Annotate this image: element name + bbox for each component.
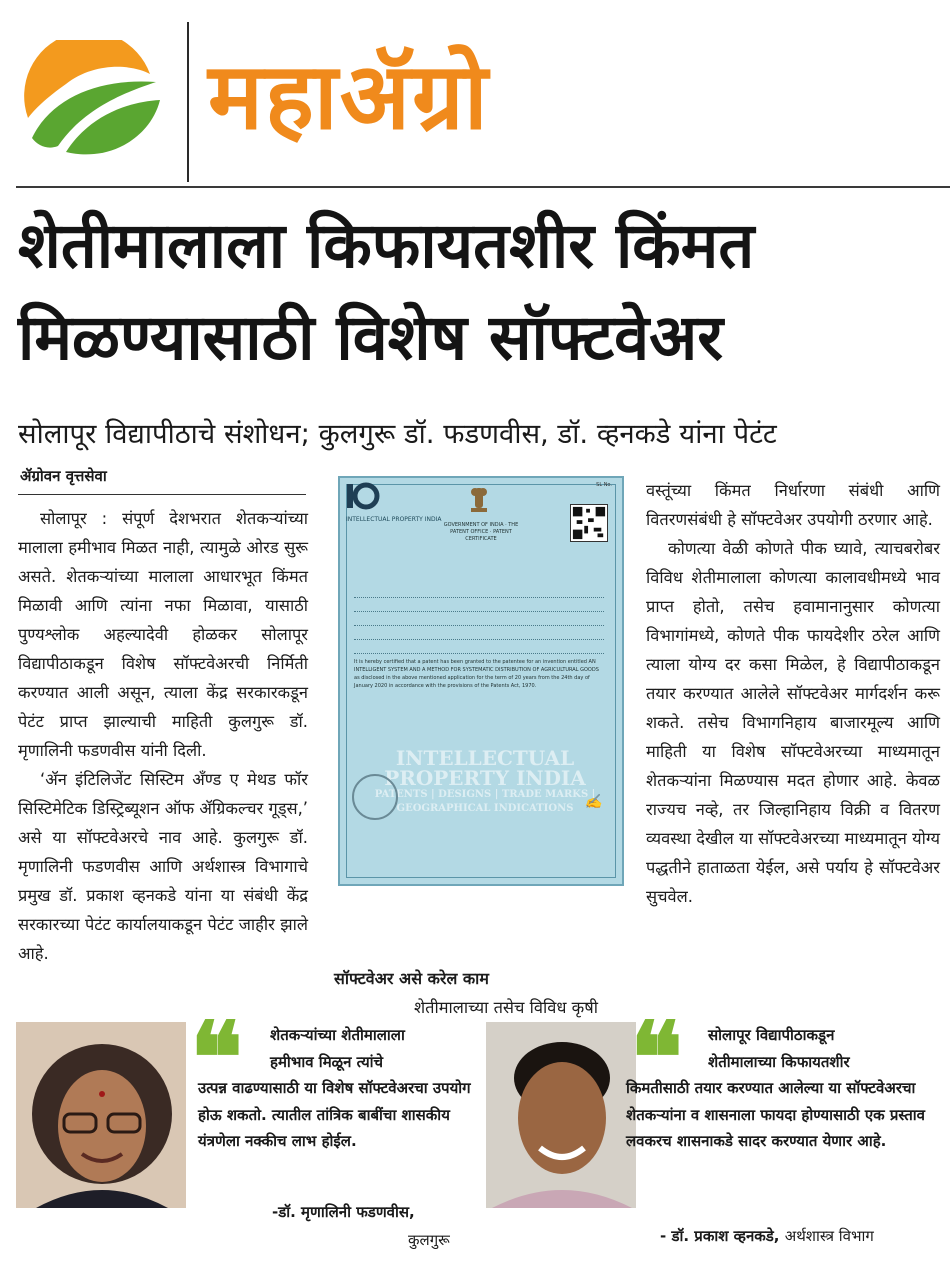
paragraph: शेतीमालाच्या तसेच विविध कृषी: [414, 998, 598, 1017]
masthead-rule: [16, 186, 950, 188]
quote-author-line: [660, 1224, 874, 1248]
byline: ॲग्रोवन वृत्तसेवा: [20, 467, 107, 485]
paragraph: कोणत्या वेळी कोणते पीक घ्यावे, त्याचबरोबर विविध शेतीमालाला कोणत्या कालावधीमध्ये भाव प्राप्त होतो, तसेच हवामानानुसार कोणत्या विभागांमध्ये, कोणते पीक फायदेशीर ठरेल आणि त्याला योग्य दर कसा मिळेल, हे विद्यापीठाकडून तयार करण्यात आलेले सॉफ्टवेअर मार्गदर्शन करू शकते. तसेच विभागनिहाय बाजारमूल्य आणि माहिती या विशेष सॉफ्टवेअरच्या माध्यमातून शेतकऱ्यांना मिळण्यास मदत होणार आहे. केवळ राज्यच नव्हे, तर जिल्हानिहाय विक्री व वितरण व्यवस्था देखील या सॉफ्टवेअरच्या माध्यमातून योग्य पद्धतीने हाताळता येईल, असे पर्याय हे सॉफ्टवेअर सुचवेल.: [646, 539, 940, 906]
quote-text: किमतीसाठी तयार करण्यात आलेल्या या सॉफ्टवेअरचा शेतकऱ्यांना व शासनाला फायदा होण्यासाठी एक प्रस्ताव लवकरच शासनाकडे सादर करण्यात येणार आहे.: [626, 1079, 926, 1150]
patent-certificate-image: [338, 476, 624, 886]
paragraph: सोलापूर : संपूर्ण देशभरात शेतकऱ्यांच्या मालाला हमीभाव मिळत नाही, त्यामुळे ओरड सुरू असते. शेतकऱ्यांच्या मालाला आधारभूत किंमत मिळावी आणि त्यांना नफा मिळावा, यासाठी पुण्यश्लोक अहल्यादेवी होळकर सोलापूर विद्यापीठाकडून विशेष सॉफ्टवेअरची निर्मिती करण्यात आली असून, त्याला केंद्र सरकारकडून पेटंट प्राप्त झाल्याची माहिती कुलगुरू डॉ. मृणालिनी फडणवीस यांनी दिली.: [18, 509, 308, 760]
byline-rule: [18, 494, 306, 495]
quote-mark-icon: ❝: [630, 1001, 683, 1116]
brand-name: महाॲग्रो: [208, 43, 490, 150]
qr-code-icon: [570, 504, 608, 542]
quote-author-role: कुलगुरू: [408, 1231, 450, 1249]
certificate-serial: SL No.: [596, 482, 612, 488]
portrait-photo-fadnavis: [16, 1022, 186, 1208]
quote-line: शेतीमालाच्या किफायतशीर: [708, 1052, 850, 1071]
national-emblem-icon: [466, 484, 492, 516]
masthead-divider: [187, 22, 189, 182]
quote-author: -डॉ. मृणालिनी फडणवीस,: [272, 1203, 415, 1221]
controller-signature: ✍: [584, 794, 602, 810]
quote-author: - डॉ. प्रकाश व्हनकडे,: [660, 1227, 780, 1245]
certificate-body-text: It is hereby certified that a patent has been granted to the patentee for an invention entitled AN INTELLIGENT SYSTEM AND A METHOD FOR SYSTEMATIC DISTRIBUTION OF AGRICULTURAL GOODS as disclosed in the above mentioned application for the term of 20 years from the 24th day of January 2020 in accordance with the provisions of the Patents Act, 1970.: [354, 659, 599, 689]
certificate-row: [354, 584, 604, 598]
portrait-photo-vhankade: [486, 1022, 636, 1208]
quote-vhankade: [626, 1022, 944, 1155]
certificate-row: [354, 612, 604, 626]
headline: [18, 200, 948, 384]
ip-india-logo-icon: [346, 482, 380, 512]
quote-author-role: अर्थशास्त्र विभाग: [784, 1227, 874, 1245]
article-left-column: [18, 504, 308, 968]
quote-line: हमीभाव मिळून त्यांचे: [270, 1052, 384, 1071]
watermark-line: INTELLECTUAL: [395, 746, 575, 770]
quote-line: शेतकऱ्यांच्या शेतीमालाला: [270, 1026, 405, 1044]
subheadline: सोलापूर विद्यापीठाचे संशोधन; कुलगुरू डॉ. फडणवीस, डॉ. व्हनकडे यांना पेटंट: [18, 418, 777, 450]
quote-mark-icon: ❝: [190, 1001, 243, 1116]
certificate-watermark: [360, 748, 610, 816]
paragraph: वस्तूंच्या किंमत निर्धारणा संबंधी आणि वितरणसंबंधी हे सॉफ्टवेअर उपयोगी ठरणार आहे.: [646, 481, 940, 529]
quote-text: उत्पन्न वाढण्यासाठी या विशेष सॉफ्टवेअरचा उपयोग होऊ शकतो. त्यातील तांत्रिक बाबींचा शासकीय यंत्रणेला नक्कीच लाभ होईल.: [198, 1079, 471, 1150]
mahaagro-logo: [22, 40, 162, 155]
quote-fadnavis: [198, 1022, 476, 1155]
ip-india-text: INTELLECTUAL PROPERTY INDIA: [346, 516, 442, 523]
headline-line-1: शेतीमालाला किफायतशीर किंमत: [18, 209, 755, 282]
quote-line: सोलापूर विद्यापीठाकडून: [708, 1026, 835, 1044]
watermark-line: PATENTS | DESIGNS | TRADE MARKS | GEOGRAPHICAL INDICATIONS: [374, 789, 596, 814]
paragraph: ‘ॲन इंटिलिजेंट सिस्टिम अँण्ड ए मेथड फॉर सिस्टिमेटिक डिस्ट्रिब्यूशन ऑफ ॲग्रिकल्चर गूड्स,’ असे या सॉफ्टवेअरचे नाव आहे. कुलगुरू डॉ. मृणालिनी फडणवीस आणि अर्थशास्त्र विभागाचे प्रमुख डॉ. प्रकाश व्हनकडे यांना या संबंधी केंद्र सरकारच्या पेटंट कार्यालयाकडून पेटंट जाहीर झाले आहे.: [18, 770, 308, 963]
certificate-details-table: [354, 584, 604, 654]
certificate-seal-icon: [352, 774, 398, 820]
section-subheading: सॉफ्टवेअर असे करेल काम: [334, 969, 489, 988]
article-mid-column: [334, 964, 624, 1022]
certificate-row: [354, 626, 604, 640]
article-right-column: [646, 476, 940, 911]
certificate-row: [354, 598, 604, 612]
certificate-row: [354, 640, 604, 654]
watermark-line: PROPERTY INDIA: [384, 766, 586, 790]
certificate-government-text: GOVERNMENT OF INDIA · THE PATENT OFFICE · PATENT CERTIFICATE: [443, 522, 519, 542]
headline-line-2: मिळण्यासाठी विशेष सॉफ्टवेअर: [18, 301, 724, 374]
